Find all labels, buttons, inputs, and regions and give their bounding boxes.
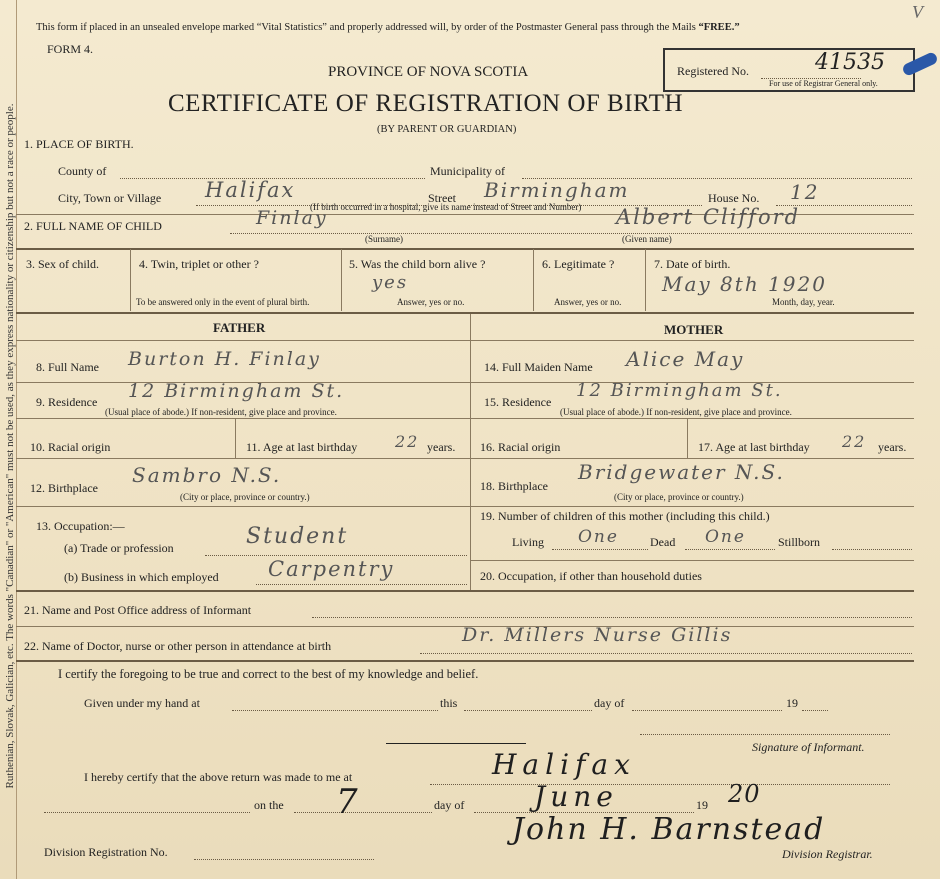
city-value: Halifax [205,178,296,202]
house-label: House No. [708,191,760,205]
certificate-title: CERTIFICATE OF REGISTRATION OF BIRTH [168,90,684,117]
certify-statement: I certify the foregoing to be true and correct to the best of my knowledge and belief. [58,667,479,681]
on-the-label: on the [254,798,284,812]
day-value: 7 [336,782,359,822]
alive-value: yes [372,272,409,293]
registered-note: For use of Registrar General only. [769,79,878,88]
father-heading: FATHER [213,320,266,335]
year-2-value: 20 [728,780,761,808]
mother-name-value: Alice May [626,347,745,371]
father-business-label: (b) Business in which employed [64,570,219,584]
mail-notice-text: This form if placed in an unsealed envelope marked “Vital Statistics” and properly addressed will, by order of the Postmaster General pass through the Mails [36,22,696,33]
dead-label: Dead [650,535,676,549]
living-label: Living [512,535,544,549]
row3-div-3 [533,249,534,311]
division-registration-line [194,859,374,860]
informant-signature-caption: Signature of Informant. [752,740,865,754]
mother-rule-2 [470,418,914,419]
mother-occupation-label: 20. Occupation, if other than household duties [480,569,702,583]
mother-birthplace-label: 18. Birthplace [480,479,548,493]
hospital-note: (If birth occurred in a hospital, give its name instead of Street and Number) [310,202,582,212]
informant-signature-line [640,734,890,735]
house-value: 12 [790,180,820,204]
birth-date-label: 7. Date of birth. [654,257,731,271]
father-trade-value: Student [246,524,349,549]
city-label: City, Town or Village [58,191,162,205]
children-count-label: 19. Number of children of this mother (including this child.) [480,509,770,523]
father-age-label: 11. Age at last birthday [246,440,358,454]
row3-div-2 [341,249,342,311]
living-line [552,549,648,550]
mail-notice-free: “FREE.” [698,22,740,33]
year-19-label: 19 [786,696,798,710]
father-age-unit: years. [427,440,456,454]
child-name-label: 2. FULL NAME OF CHILD [24,219,162,233]
hereby-label: I hereby certify that the above return was made to me at [84,770,353,784]
day-of-label: day of [594,696,625,710]
child-given-name: Albert Clifford [616,205,801,229]
day-of-2-label: day of [434,798,465,812]
county-label: County of [58,164,107,178]
registered-label: Registered No. [677,64,749,78]
short-rule [386,743,526,744]
mother-age-unit: years. [878,440,907,454]
surname-caption: (Surname) [365,234,403,244]
twin-note: To be answered only in the event of plural birth. [136,297,310,307]
given-caption: (Given name) [622,234,672,244]
legitimate-note: Answer, yes or no. [554,297,622,307]
father-residence-value: 12 Birmingham St. [128,380,345,402]
on-the-pre-line [44,812,250,813]
mother-birthplace-value: Bridgewater N.S. [578,460,785,484]
father-business-line [256,584,467,585]
mother-rule-4 [470,506,914,507]
mother-rule-3 [470,458,914,459]
rule-2 [16,248,914,250]
hereby-line [430,784,890,785]
street-value: Birmingham [484,178,630,202]
sex-label: 3. Sex of child. [26,257,99,271]
twin-label: 4. Twin, triplet or other ? [139,257,259,271]
row3-div-4 [645,249,646,311]
division-registrar-caption: Division Registrar. [782,847,873,861]
alive-label: 5. Was the child born alive ? [349,257,486,271]
father-occupation-label: 13. Occupation:— [36,519,125,533]
legitimate-label: 6. Legitimate ? [542,257,615,271]
this-line [464,710,592,711]
division-registration-label: Division Registration No. [44,845,168,859]
father-residence-label: 9. Residence [36,395,98,409]
mail-notice [36,22,740,33]
doctor-label: 22. Name of Doctor, nurse or other person in attendance at birth [24,639,332,653]
province-heading: PROVINCE OF NOVA SCOTIA [328,64,529,80]
margin-line [16,0,17,879]
birth-date-value: May 8th 1920 [662,272,827,296]
mother-age-label: 17. Age at last birthday [698,440,810,454]
father-rule-4 [16,506,470,507]
father-race-label: 10. Racial origin [30,440,111,454]
parents-divider [470,314,471,590]
child-surname: Finlay [256,207,328,229]
registered-number: 41535 [815,50,885,75]
mother-heading: MOTHER [664,322,724,337]
rule-3 [16,312,914,314]
rule-4 [16,340,914,341]
doctor-line [420,653,912,654]
mother-birthplace-note: (City or place, province or country.) [614,492,744,502]
father-business-value: Carpentry [268,557,395,581]
rule-7 [16,660,914,662]
margin-note: Ruthenian, Slovak, Galician, etc. The words "Canadian" or "American" must not be used, as they express nationality or citizenship but not a race or people. [4,103,16,789]
mother-race-label: 16. Racial origin [480,440,561,454]
mother-age-value: 22 [842,432,867,451]
mother-residence-note: (Usual place of abode.) If non-resident, give place and province. [560,407,792,417]
mother-residence-label: 15. Residence [484,395,552,409]
informant-line [312,617,912,618]
mother-residence-value: 12 Birmingham St. [576,380,783,401]
father-rule-2 [16,418,470,419]
registered-box [663,48,915,92]
on-the-line [294,812,432,813]
father-birthplace-label: 12. Birthplace [30,481,98,495]
father-birthplace-value: Sambro N.S. [132,463,282,487]
stillborn-label: Stillborn [778,535,821,549]
mother-rule-5 [470,560,914,561]
hereby-place-value: Halifax [492,748,636,781]
mother-race-div [687,418,688,458]
day-of-line [632,710,782,711]
registrar-signature: John H. Barnstead [512,812,826,847]
corner-mark: V [912,2,923,22]
father-rule-3 [16,458,470,459]
form-number: FORM 4. [47,42,94,56]
father-name-label: 8. Full Name [36,360,99,374]
place-heading: 1. PLACE OF BIRTH. [24,137,134,151]
municipality-label: Municipality of [430,164,505,178]
child-name-line [230,233,912,234]
father-age-value: 22 [395,432,420,451]
birth-date-note: Month, day, year. [772,297,835,307]
certificate-subtitle: (BY PARENT OR GUARDIAN) [377,124,517,135]
alive-note: Answer, yes or no. [397,297,465,307]
doctor-value: Dr. Millers Nurse Gillis [462,624,733,646]
dead-line [685,549,775,550]
informant-label: 21. Name and Post Office address of Informant [24,603,252,617]
row3-div-1 [130,249,131,311]
mother-name-label: 14. Full Maiden Name [484,360,593,374]
father-birthplace-note: (City or place, province or country.) [180,492,310,502]
given-label: Given under my hand at [84,696,200,710]
year-19-line [802,710,828,711]
rule-5 [16,590,914,592]
year-2-prefix: 19 [696,798,708,812]
living-value: One [578,527,619,547]
month-value: June [534,780,618,813]
father-trade-line [205,555,467,556]
father-residence-note: (Usual place of abode.) If non-resident, give place and province. [105,407,337,417]
dead-value: One [705,527,746,547]
stillborn-line [832,549,912,550]
this-label: this [440,696,458,710]
father-trade-label: (a) Trade or profession [64,541,174,555]
father-race-div [235,418,236,458]
given-line [232,710,438,711]
father-name-value: Burton H. Finlay [128,348,321,370]
street-label: Street [428,191,456,205]
